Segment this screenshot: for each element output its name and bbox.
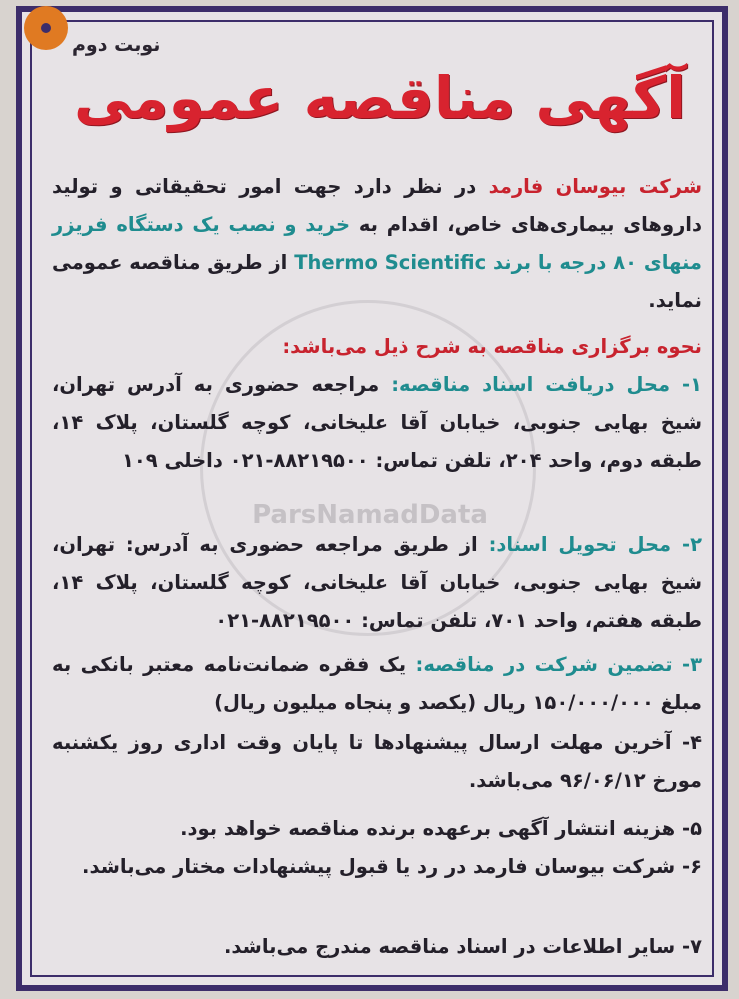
item-1-label: ۱- محل دریافت اسناد مناقصه:: [391, 373, 702, 396]
corner-pin-icon: [24, 6, 68, 50]
publication-round: نوبت دوم: [72, 34, 161, 56]
procedure-heading: نحوه برگزاری مناقصه به شرح ذیل می‌باشد:: [282, 335, 702, 358]
intro-text-1: در نظر دارد جهت امور تحقیقاتی و تولید داروهای بیماری‌های خاص، اقدام به: [52, 175, 702, 236]
item-5: ۵- هزینه انتشار آگهی برعهده برنده مناقصه خواهد بود.: [180, 817, 702, 840]
item-7: ۷- سایر اطلاعات در اسناد مناقصه مندرج می‌باشد.: [224, 935, 702, 958]
intro-text-2: از طریق مناقصه عمومی نماید.: [52, 251, 702, 312]
item-2: [52, 526, 702, 640]
page-title: آگهی مناقصه عمومی: [73, 64, 687, 132]
intro-product: خرید و نصب یک دستگاه فریزر منهای ۸۰ درجه با برند Thermo Scientific: [52, 213, 703, 274]
item-2-text: از طریق مراجعه حضوری به آدرس: تهران، شیخ بهایی جنوبی، خیابان آقا علیخانی، کوچه گلستان، پلاک ۱۴، طبقه هفتم، واحد ۷۰۱، تلفن تماس: ۸۸۲۱۹۵۰۰-۰۲۱: [52, 533, 702, 632]
watermark-text: ParsNamadData: [252, 500, 488, 530]
item-2-label: ۲- محل تحویل اسناد:: [488, 533, 702, 556]
item-3-label: ۳- تضمین شرکت در مناقصه:: [415, 653, 702, 676]
item-4: ۴- آخرین مهلت ارسال پیشنهادها تا پایان وقت اداری روز یکشنبه مورخ ۹۶/۰۶/۱۲ می‌باشد.: [52, 731, 702, 792]
item-1-text: مراجعه حضوری به آدرس تهران، شیخ بهایی جنوبی، خیابان آقا علیخانی، کوچه گلستان، پلاک ۱۴، طبقه دوم، واحد ۲۰۴، تلفن تماس: ۸۸۲۱۹۵۰۰-۰۲۱ داخلی ۱۰۹: [52, 373, 702, 472]
company-name: شرکت بیوسان فارمد: [488, 175, 703, 198]
item-6: ۶- شرکت بیوسان فارمد در رد یا قبول پیشنهادات مختار می‌باشد.: [82, 855, 702, 878]
item-1: [52, 366, 702, 480]
item-3: [52, 646, 702, 722]
intro-paragraph: [52, 168, 702, 320]
item-3-text: یک فقره ضمانت‌نامه معتبر بانکی به مبلغ ۱۵۰/۰۰۰/۰۰۰ ریال (یکصد و پنجاه میلیون ریال): [52, 653, 702, 714]
